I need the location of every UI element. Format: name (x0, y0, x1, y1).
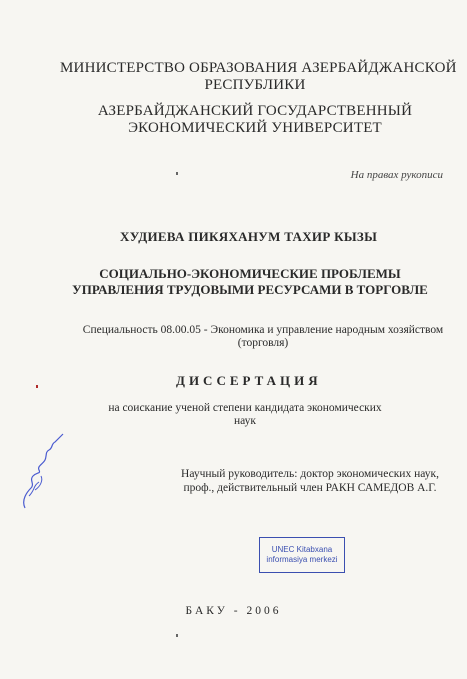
stamp-line-1: UNEC Kitabxana (271, 545, 333, 554)
ministry-heading (60, 60, 457, 94)
red-mark (36, 385, 38, 388)
author-name: ХУДИЕВА ПИКЯХАНУМ ТАХИР КЫЗЫ (120, 229, 378, 244)
library-stamp (259, 537, 345, 573)
degree-line-2: наук (233, 415, 256, 427)
title-line-2: УПРАВЛЕНИЯ ТРУДОВЫМИ РЕСУРСАМИ В ТОРГОВЛЕ (72, 282, 428, 297)
advisor-line-2: проф., действительный член РАКН САМЕДОВ А.Г. (183, 482, 437, 494)
dissertation-title (50, 266, 450, 298)
speck (176, 172, 178, 175)
university-line-2: ЭКОНОМИЧЕСКИЙ УНИВЕРСИТЕТ (128, 120, 382, 136)
degree-line-1: на соискание ученой степени кандидата экономических (108, 402, 382, 414)
ministry-line-1: МИНИСТЕРСТВО ОБРАЗОВАНИЯ АЗЕРБАЙДЖАНСКОЙ (60, 60, 457, 76)
city-year: БАКУ - 2006 (185, 605, 282, 617)
advisor-line-1: Научный руководитель: доктор экономических наук, (181, 468, 439, 480)
ministry-line-2: РЕСПУБЛИКИ (204, 77, 306, 93)
title-line-1: СОЦИАЛЬНО-ЭКОНОМИЧЕСКИЕ ПРОБЛЕМЫ (99, 266, 401, 281)
speck (176, 634, 178, 637)
document-type: ДИССЕРТАЦИЯ (176, 373, 322, 388)
university-heading (60, 103, 450, 137)
university-line-1: АЗЕРБАЙДЖАНСКИЙ ГОСУДАРСТВЕННЫЙ (97, 103, 413, 119)
specialty (58, 324, 467, 350)
specialty-line-1: Специальность 08.00.05 - Экономика и управление народным хозяйством (82, 324, 444, 336)
rights-note: На правах рукописи (350, 169, 443, 181)
handwritten-signature (15, 430, 70, 515)
specialty-line-2: (торговля) (237, 337, 289, 349)
degree-purpose (80, 402, 410, 428)
scientific-advisor (165, 467, 455, 495)
stamp-line-2: informasiya merkezi (266, 555, 338, 564)
